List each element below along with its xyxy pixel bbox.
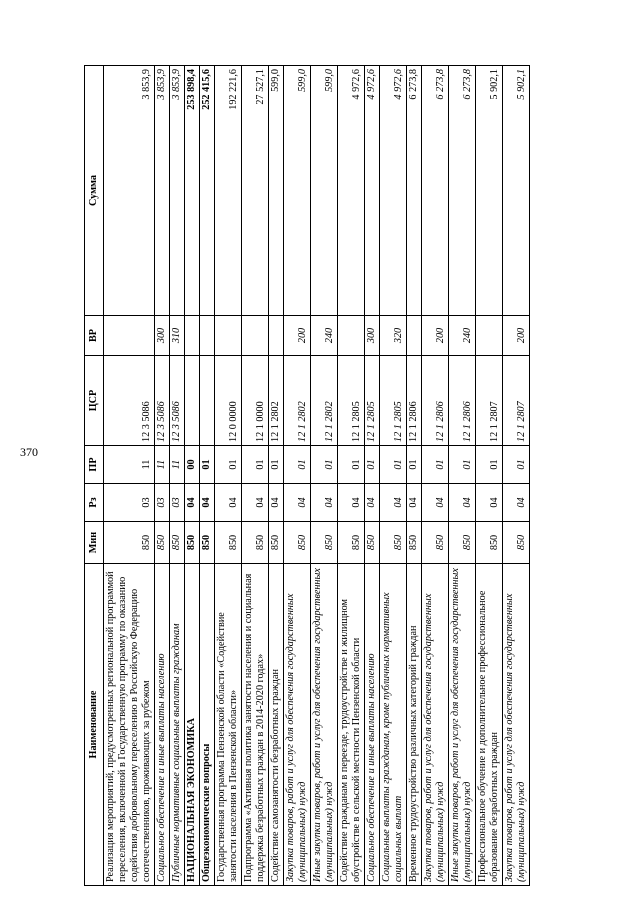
header-min: Мин (85, 522, 104, 564)
cell-csr (185, 356, 200, 446)
cell-name: Закупка товаров, работ и услуг для обеспечения государственных (муниципальных) нужд (503, 564, 530, 886)
table-row (449, 66, 476, 886)
table-row (380, 66, 407, 886)
cell-csr: 12 1 2807 (503, 356, 530, 446)
cell-vr (185, 316, 200, 356)
cell-rz: 04 (269, 484, 284, 522)
cell-pr: 01 (422, 446, 449, 484)
cell-min: 850 (422, 522, 449, 564)
cell-vr (338, 316, 365, 356)
cell-pr: 01 (215, 446, 242, 484)
cell-sum: 4 972,6 (365, 66, 380, 316)
cell-sum: 599,0 (269, 66, 284, 316)
cell-min: 850 (365, 522, 380, 564)
cell-pr: 11 (170, 446, 185, 484)
cell-sum: 599,0 (311, 66, 338, 316)
table-row (365, 66, 380, 886)
cell-sum: 599,0 (284, 66, 311, 316)
cell-pr: 01 (338, 446, 365, 484)
header-csr: ЦСР (85, 356, 104, 446)
cell-vr (200, 316, 215, 356)
cell-name: Социальное обеспечение и иные выплаты населению (155, 564, 170, 886)
cell-name: Общеэкономические вопросы (200, 564, 215, 886)
cell-vr (104, 316, 155, 356)
cell-rz: 04 (380, 484, 407, 522)
cell-rz: 04 (422, 484, 449, 522)
cell-vr: 300 (155, 316, 170, 356)
table-row (311, 66, 338, 886)
cell-csr: 12 1 2805 (380, 356, 407, 446)
cell-min: 850 (476, 522, 503, 564)
table-row (338, 66, 365, 886)
cell-min: 850 (269, 522, 284, 564)
cell-rz: 03 (170, 484, 185, 522)
table-row (104, 66, 155, 886)
cell-vr: 310 (170, 316, 185, 356)
cell-min: 850 (242, 522, 269, 564)
cell-sum: 4 972,6 (380, 66, 407, 316)
cell-name: Подпрограмма «Активная политика занятости населения и социальная поддержка безработных граждан в 2014-2020 годах» (242, 564, 269, 886)
cell-name: Временное трудоустройство различных категорий граждан (407, 564, 422, 886)
table-row (215, 66, 242, 886)
cell-sum: 3 853,9 (155, 66, 170, 316)
cell-csr: 12 1 2806 (422, 356, 449, 446)
cell-sum: 27 527,1 (242, 66, 269, 316)
table-row (269, 66, 284, 886)
cell-rz: 04 (185, 484, 200, 522)
table-row (503, 66, 530, 886)
cell-csr (200, 356, 215, 446)
table-row (242, 66, 269, 886)
cell-name: Иные закупки товаров, работ и услуг для обеспечения государственных (муниципальных) нужд (449, 564, 476, 886)
cell-sum: 6 273,8 (449, 66, 476, 316)
cell-rz: 03 (104, 484, 155, 522)
cell-csr: 12 1 2806 (449, 356, 476, 446)
cell-sum: 3 853,9 (104, 66, 155, 316)
cell-sum: 6 273,8 (422, 66, 449, 316)
cell-rz: 04 (215, 484, 242, 522)
cell-vr (242, 316, 269, 356)
cell-csr: 12 0 0000 (215, 356, 242, 446)
cell-rz: 04 (200, 484, 215, 522)
cell-name: Реализация мероприятий, предусмотренных региональной программой переселения, включенной в Государственную программу по оказанию содействия добровольному переселению в Российскую Федерацию соотечественников, проживающих за рубежом (104, 564, 155, 886)
cell-sum: 5 902,1 (476, 66, 503, 316)
cell-vr: 300 (365, 316, 380, 356)
cell-pr: 01 (476, 446, 503, 484)
cell-vr (476, 316, 503, 356)
cell-pr: 01 (380, 446, 407, 484)
cell-name: Содействие самозанятости безработных граждан (269, 564, 284, 886)
cell-name: Иные закупки товаров, работ и услуг для обеспечения государственных (муниципальных) нужд (311, 564, 338, 886)
cell-sum: 6 273,8 (407, 66, 422, 316)
table-row (185, 66, 200, 886)
cell-pr: 11 (104, 446, 155, 484)
cell-rz: 04 (284, 484, 311, 522)
cell-csr: 12 1 2802 (269, 356, 284, 446)
cell-min: 850 (311, 522, 338, 564)
header-vr: ВР (85, 316, 104, 356)
cell-min: 850 (407, 522, 422, 564)
header-pr: ПР (85, 446, 104, 484)
cell-vr (215, 316, 242, 356)
cell-csr: 12 3 5086 (104, 356, 155, 446)
cell-min: 850 (284, 522, 311, 564)
cell-name: Профессиональное обучение и дополнительное профессиональное образование безработных граждан (476, 564, 503, 886)
cell-name: Закупка товаров, работ и услуг для обеспечения государственных (муниципальных) нужд (284, 564, 311, 886)
cell-min: 850 (155, 522, 170, 564)
cell-vr: 200 (503, 316, 530, 356)
cell-csr: 12 1 2806 (407, 356, 422, 446)
table-row (476, 66, 503, 886)
cell-rz: 04 (407, 484, 422, 522)
budget-table-container (84, 66, 559, 886)
cell-rz: 03 (155, 484, 170, 522)
cell-vr (269, 316, 284, 356)
cell-rz: 04 (449, 484, 476, 522)
cell-csr: 12 1 2802 (311, 356, 338, 446)
cell-min: 850 (380, 522, 407, 564)
budget-table (84, 65, 530, 886)
cell-rz: 04 (503, 484, 530, 522)
cell-pr: 01 (200, 446, 215, 484)
table-row (170, 66, 185, 886)
cell-vr (407, 316, 422, 356)
table-header-row (85, 66, 104, 886)
cell-vr: 200 (422, 316, 449, 356)
cell-rz: 04 (365, 484, 380, 522)
cell-pr: 11 (155, 446, 170, 484)
table-row (407, 66, 422, 886)
cell-min: 850 (215, 522, 242, 564)
cell-vr: 240 (449, 316, 476, 356)
cell-pr: 01 (407, 446, 422, 484)
table-row (155, 66, 170, 886)
cell-csr: 12 1 2805 (338, 356, 365, 446)
cell-min: 850 (200, 522, 215, 564)
cell-name: Содействие гражданам в переезде, трудоустройстве и жилищном обустройстве в сельской местности Пензенской области (338, 564, 365, 886)
cell-name: НАЦИОНАЛЬНАЯ ЭКОНОМИКА (185, 564, 200, 886)
cell-csr: 12 1 2805 (365, 356, 380, 446)
cell-pr: 01 (284, 446, 311, 484)
cell-sum: 253 898,4 (185, 66, 200, 316)
cell-pr: 01 (503, 446, 530, 484)
cell-pr: 01 (242, 446, 269, 484)
cell-pr: 01 (449, 446, 476, 484)
cell-sum: 5 902,1 (503, 66, 530, 316)
table-row (422, 66, 449, 886)
cell-rz: 04 (476, 484, 503, 522)
cell-pr: 01 (311, 446, 338, 484)
cell-rz: 04 (311, 484, 338, 522)
cell-vr: 200 (284, 316, 311, 356)
cell-pr: 01 (269, 446, 284, 484)
table-row (200, 66, 215, 886)
cell-rz: 04 (338, 484, 365, 522)
cell-vr: 320 (380, 316, 407, 356)
cell-name: Государственная программа Пензенской области «Содействие занятости населения в Пензенской области» (215, 564, 242, 886)
header-name: Наименование (85, 564, 104, 886)
cell-sum: 3 853,9 (170, 66, 185, 316)
cell-sum: 4 972,6 (338, 66, 365, 316)
cell-rz: 04 (242, 484, 269, 522)
cell-sum: 192 221,6 (215, 66, 242, 316)
cell-csr: 12 1 2807 (476, 356, 503, 446)
cell-csr: 12 3 5086 (155, 356, 170, 446)
cell-vr: 240 (311, 316, 338, 356)
table-row (284, 66, 311, 886)
cell-min: 850 (503, 522, 530, 564)
cell-min: 850 (338, 522, 365, 564)
cell-name: Социальное обеспечение и иные выплаты населению (365, 564, 380, 886)
cell-name: Социальные выплаты гражданам, кроме публичных нормативных социальных выплат (380, 564, 407, 886)
cell-csr: 12 1 0000 (242, 356, 269, 446)
cell-pr: 01 (365, 446, 380, 484)
cell-csr: 12 1 2802 (284, 356, 311, 446)
header-sum: Сумма (85, 66, 104, 316)
cell-min: 850 (185, 522, 200, 564)
cell-min: 850 (104, 522, 155, 564)
cell-csr: 12 3 5086 (170, 356, 185, 446)
cell-min: 850 (449, 522, 476, 564)
cell-pr: 00 (185, 446, 200, 484)
cell-name: Закупка товаров, работ и услуг для обеспечения государственных (муниципальных) нужд (422, 564, 449, 886)
cell-min: 850 (170, 522, 185, 564)
page-number: 370 (20, 445, 38, 459)
cell-name: Публичные нормативные социальные выплаты гражданам (170, 564, 185, 886)
header-rz: Рз (85, 484, 104, 522)
cell-sum: 252 415,6 (200, 66, 215, 316)
